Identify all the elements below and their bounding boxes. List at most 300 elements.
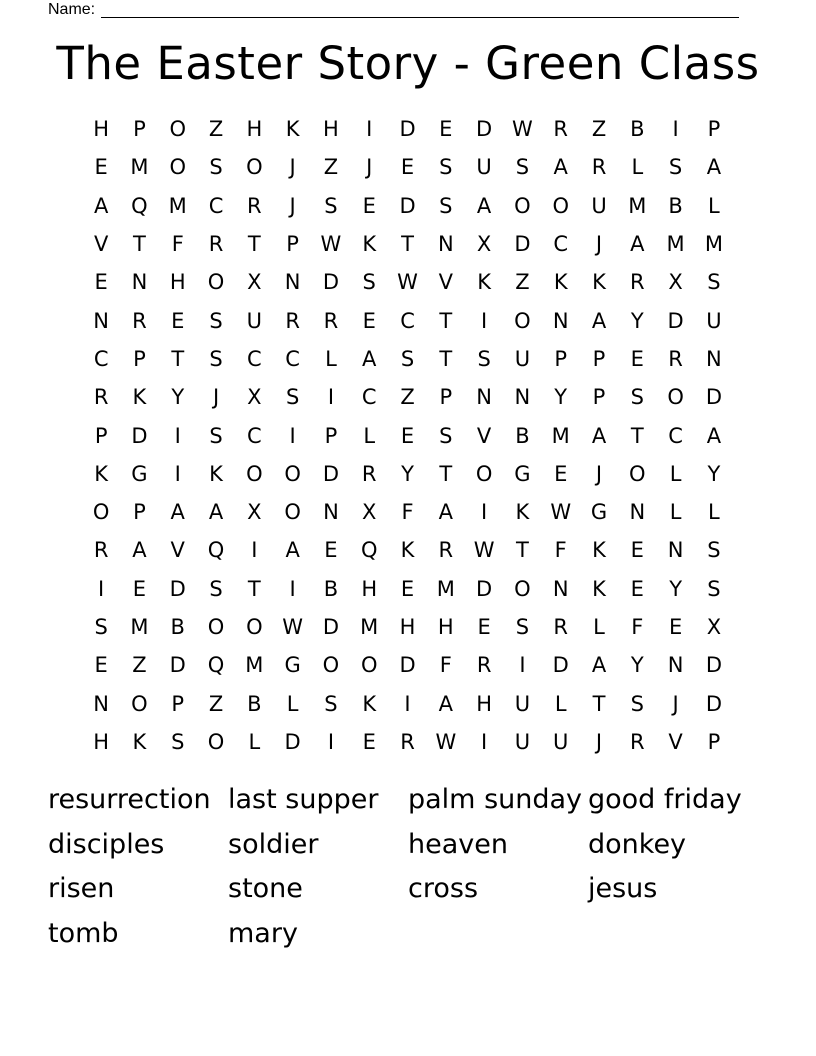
grid-letter: E — [132, 576, 147, 601]
grid-letter: R — [93, 385, 109, 410]
grid-letter: A — [476, 193, 492, 218]
grid-letter: B — [630, 117, 645, 142]
grid-letter: K — [400, 538, 415, 563]
grid-letter: J — [595, 461, 603, 486]
word-list-item: disciples — [48, 828, 165, 860]
grid-letter: H — [93, 729, 110, 754]
grid-letter: D — [705, 691, 722, 716]
grid-letter: N — [552, 308, 569, 333]
grid-letter: I — [174, 461, 181, 486]
grid-letter: K — [132, 729, 147, 754]
grid-letter: C — [247, 423, 262, 448]
grid-letter: Y — [401, 461, 414, 486]
grid-letter: D — [169, 576, 186, 601]
grid-letter: M — [130, 615, 149, 639]
grid-letter: G — [131, 461, 148, 486]
grid-letter: U — [553, 729, 569, 754]
grid-letter: O — [92, 500, 110, 525]
grid-letter: O — [284, 461, 301, 486]
grid-letter: R — [591, 155, 607, 180]
grid-row — [82, 378, 734, 416]
grid-letter: N — [629, 500, 646, 525]
grid-letter: K — [362, 232, 377, 257]
grid-letter: O — [284, 500, 301, 525]
grid-letter: E — [477, 615, 491, 639]
grid-letter: R — [630, 270, 645, 295]
grid-letter: A — [591, 653, 607, 678]
grid-letter: X — [668, 270, 683, 295]
grid-letter: P — [554, 346, 568, 371]
grid-letter: Z — [515, 270, 530, 295]
grid-letter: P — [133, 500, 146, 525]
grid-letter: F — [554, 538, 567, 563]
grid-letter: N — [131, 270, 148, 295]
grid-letter: P — [324, 423, 338, 448]
grid-row — [82, 148, 734, 186]
grid-letter: I — [327, 385, 335, 410]
grid-letter: T — [630, 423, 644, 448]
grid-letter: T — [171, 346, 185, 371]
grid-letter: I — [481, 729, 488, 754]
grid-letter: S — [439, 155, 453, 180]
grid-letter: S — [171, 729, 185, 754]
grid-letter: A — [591, 308, 607, 333]
word-list-item: soldier — [228, 828, 319, 860]
grid-letter: R — [630, 729, 645, 754]
grid-letter: B — [170, 615, 185, 639]
grid-letter: M — [628, 193, 647, 218]
grid-letter: B — [323, 576, 339, 601]
grid-letter: M — [130, 155, 149, 180]
grid-letter: P — [707, 117, 721, 142]
grid-letter: M — [360, 615, 379, 639]
word-list-item: good friday — [588, 784, 742, 815]
grid-letter: T — [133, 232, 146, 257]
grid-row — [82, 493, 734, 531]
grid-letter: K — [477, 270, 491, 295]
grid-letter: F — [631, 615, 644, 639]
grid-letter: W — [397, 270, 418, 295]
grid-letter: E — [324, 538, 338, 563]
name-field — [48, 0, 739, 18]
grid-letter: T — [516, 538, 529, 563]
grid-letter: N — [93, 691, 109, 716]
grid-letter: U — [246, 308, 263, 333]
grid-letter: G — [590, 500, 608, 525]
grid-letter: E — [630, 576, 644, 601]
grid-letter: H — [246, 117, 263, 142]
grid-row — [82, 301, 734, 339]
grid-letter: M — [704, 232, 723, 257]
grid-letter: Z — [323, 155, 339, 180]
word-list — [48, 778, 768, 956]
grid-letter: S — [324, 193, 338, 218]
grid-letter: L — [554, 691, 567, 716]
grid-letter: C — [208, 193, 224, 218]
grid-letter: E — [362, 729, 376, 754]
grid-letter: O — [514, 193, 531, 218]
grid-letter: K — [553, 270, 568, 295]
grid-letter: Q — [207, 653, 225, 678]
grid-letter: O — [169, 155, 186, 180]
grid-letter: H — [361, 576, 378, 601]
grid-letter: A — [438, 691, 453, 716]
grid-letter: A — [285, 538, 300, 563]
grid-letter: E — [630, 538, 644, 563]
grid-letter: H — [93, 117, 110, 142]
grid-row — [82, 570, 734, 608]
grid-letter: O — [246, 461, 263, 486]
grid-letter: G — [514, 461, 531, 486]
grid-letter: T — [401, 232, 414, 257]
grid-letter: R — [132, 308, 147, 333]
word-list-item: tomb — [48, 917, 119, 949]
grid-letter: S — [400, 346, 415, 371]
grid-letter: Z — [591, 117, 607, 142]
grid-letter: B — [668, 193, 683, 218]
grid-letter: E — [668, 615, 683, 639]
grid-letter: I — [672, 117, 679, 142]
grid-letter: T — [247, 232, 261, 257]
grid-letter: Y — [630, 308, 644, 333]
grid-letter: Z — [208, 691, 224, 716]
grid-letter: R — [438, 538, 454, 563]
grid-letter: P — [707, 729, 721, 754]
grid-letter: L — [593, 615, 605, 639]
grid-letter: O — [207, 729, 225, 754]
grid-letter: D — [322, 270, 340, 295]
grid-letter: I — [174, 423, 181, 448]
grid-letter: U — [514, 729, 531, 754]
grid-letter: V — [438, 270, 453, 295]
grid-letter: L — [708, 193, 720, 218]
grid-letter: T — [439, 461, 453, 486]
grid-letter: T — [439, 346, 453, 371]
grid-letter: S — [630, 385, 644, 410]
grid-letter: L — [286, 691, 299, 716]
grid-row — [82, 531, 734, 569]
grid-letter: J — [366, 155, 373, 180]
grid-letter: S — [209, 155, 223, 180]
grid-letter: F — [171, 232, 184, 257]
grid-letter: R — [93, 538, 109, 563]
grid-letter: T — [439, 308, 453, 333]
grid-letter: Q — [360, 538, 378, 563]
word-list-item: cross — [408, 873, 479, 904]
grid-letter: H — [437, 615, 454, 639]
word-list-item: resurrection — [48, 784, 211, 815]
grid-letter: O — [552, 193, 569, 218]
grid-letter: N — [437, 232, 454, 257]
grid-letter: D — [667, 308, 684, 333]
grid-letter: K — [592, 538, 606, 563]
grid-letter: U — [591, 193, 607, 218]
grid-letter: O — [360, 653, 378, 678]
grid-letter: E — [362, 308, 376, 333]
grid-letter: P — [592, 385, 606, 410]
grid-letter: R — [400, 729, 415, 754]
grid-letter: A — [706, 423, 722, 448]
grid-letter: C — [285, 346, 300, 371]
grid-letter: C — [361, 385, 377, 410]
grid-letter: A — [553, 155, 568, 180]
grid-letter: R — [208, 232, 224, 257]
grid-letter: P — [133, 117, 146, 142]
grid-letter: I — [98, 576, 105, 601]
grid-letter: R — [476, 653, 492, 678]
word-list-item: donkey — [588, 828, 687, 860]
grid-letter: N — [323, 500, 339, 525]
grid-letter: B — [247, 691, 262, 716]
grid-letter: O — [322, 653, 340, 678]
grid-letter: K — [515, 500, 530, 525]
grid-letter: Z — [400, 385, 415, 410]
grid-letter: L — [631, 155, 644, 180]
grid-letter: X — [247, 385, 262, 410]
grid-letter: P — [439, 385, 453, 410]
grid-row — [82, 416, 734, 454]
grid-letter: P — [592, 346, 606, 371]
word-list-item: last supper — [228, 784, 379, 815]
grid-letter: D — [514, 232, 531, 257]
grid-letter: N — [93, 308, 109, 333]
grid-letter: D — [705, 385, 722, 410]
page-title: The Easter Story - Green Class — [56, 37, 760, 90]
grid-letter: S — [94, 615, 108, 639]
grid-letter: C — [400, 308, 415, 333]
grid-row — [82, 187, 734, 225]
grid-letter: P — [171, 691, 185, 716]
grid-letter: Q — [131, 193, 148, 218]
grid-letter: J — [595, 232, 603, 257]
grid-letter: S — [209, 576, 223, 601]
grid-letter: N — [476, 385, 492, 410]
grid-letter: K — [592, 576, 606, 601]
grid-letter: I — [481, 308, 488, 333]
grid-letter: U — [514, 691, 531, 716]
grid-letter: S — [439, 193, 453, 218]
grid-letter: X — [706, 615, 722, 639]
grid-letter: M — [436, 576, 455, 601]
grid-letter: V — [93, 232, 109, 257]
grid-letter: D — [552, 653, 569, 678]
grid-letter: I — [481, 500, 488, 525]
grid-letter: A — [93, 193, 109, 218]
word-list-item: palm sunday — [408, 784, 583, 815]
grid-letter: O — [246, 155, 263, 180]
grid-letter: Y — [171, 385, 185, 410]
grid-letter: G — [284, 653, 301, 678]
grid-letter: X — [362, 500, 377, 525]
grid-letter: D — [131, 423, 148, 448]
grid-letter: U — [706, 308, 722, 333]
grid-letter: K — [285, 117, 300, 142]
grid-letter: Y — [630, 653, 644, 678]
grid-letter: O — [514, 576, 531, 601]
grid-letter: S — [477, 346, 491, 371]
grid-letter: O — [475, 461, 493, 486]
grid-letter: O — [629, 461, 646, 486]
grid-letter: A — [208, 500, 224, 525]
grid-letter: O — [514, 308, 531, 333]
grid-letter: E — [94, 270, 108, 295]
grid-letter: T — [592, 691, 606, 716]
grid-letter: O — [131, 691, 148, 716]
word-list-item: mary — [228, 917, 298, 949]
grid-letter: E — [400, 155, 415, 180]
grid-letter: Z — [132, 653, 147, 678]
grid-letter: S — [515, 155, 530, 180]
grid-row — [82, 225, 734, 263]
grid-letter: K — [362, 691, 377, 716]
grid-letter: N — [667, 653, 684, 678]
grid-letter: E — [630, 346, 644, 371]
grid-letter: D — [399, 653, 416, 678]
grid-letter: H — [476, 691, 493, 716]
grid-letter: W — [512, 117, 533, 142]
grid-letter: T — [247, 576, 261, 601]
grid-row — [82, 646, 734, 684]
grid-letter: O — [207, 270, 225, 295]
grid-letter: Z — [208, 117, 224, 142]
grid-letter: B — [515, 423, 530, 448]
grid-letter: D — [322, 461, 340, 486]
letter-grid — [82, 110, 734, 761]
grid-letter: C — [553, 232, 569, 257]
grid-letter: C — [247, 346, 262, 371]
grid-letter: I — [366, 117, 373, 142]
grid-letter: R — [668, 346, 683, 371]
name-underline — [101, 3, 739, 18]
grid-letter: E — [94, 653, 108, 678]
grid-letter: P — [133, 346, 146, 371]
grid-letter: J — [289, 155, 296, 180]
name-label: Name: — [48, 1, 96, 18]
grid-letter: W — [473, 538, 495, 563]
grid-letter: V — [668, 729, 683, 754]
grid-letter: R — [553, 117, 568, 142]
grid-letter: D — [284, 729, 301, 754]
grid-letter: O — [169, 117, 186, 142]
grid-letter: Y — [554, 385, 568, 410]
grid-letter: N — [706, 346, 722, 371]
grid-letter: W — [550, 500, 572, 525]
grid-letter: D — [476, 117, 493, 142]
grid-letter: O — [667, 385, 684, 410]
grid-letter: F — [401, 500, 414, 525]
grid-letter: R — [553, 615, 568, 639]
grid-letter: R — [285, 308, 300, 333]
grid-letter: S — [285, 385, 300, 410]
grid-letter: P — [94, 423, 108, 448]
grid-letter: S — [707, 576, 721, 601]
grid-letter: S — [209, 423, 223, 448]
word-list-item: risen — [48, 873, 115, 904]
grid-letter: S — [209, 308, 223, 333]
grid-row — [82, 340, 734, 378]
grid-letter: D — [399, 117, 416, 142]
grid-letter: Q — [207, 538, 225, 563]
grid-letter: E — [362, 193, 376, 218]
grid-letter: A — [362, 346, 377, 371]
grid-letter: J — [595, 729, 603, 754]
grid-letter: C — [668, 423, 683, 448]
grid-letter: D — [399, 193, 416, 218]
grid-letter: S — [630, 691, 644, 716]
grid-letter: M — [168, 193, 187, 218]
grid-letter: U — [476, 155, 492, 180]
grid-letter: L — [708, 500, 720, 525]
grid-letter: H — [399, 615, 416, 639]
grid-letter: S — [707, 538, 721, 563]
grid-letter: U — [514, 346, 531, 371]
grid-letter: M — [245, 653, 264, 678]
grid-letter: H — [323, 117, 339, 142]
grid-letter: Y — [707, 461, 721, 486]
grid-letter: W — [320, 232, 342, 257]
grid-letter: R — [361, 461, 377, 486]
grid-letter: N — [514, 385, 531, 410]
grid-letter: I — [289, 576, 296, 601]
grid-letter: E — [171, 308, 185, 333]
word-list-item: jesus — [588, 873, 658, 904]
grid-letter: J — [212, 385, 220, 410]
grid-letter: K — [592, 270, 606, 295]
grid-letter: E — [439, 117, 453, 142]
grid-letter: A — [170, 500, 185, 525]
grid-row — [82, 110, 734, 148]
grid-letter: V — [476, 423, 492, 448]
grid-letter: A — [591, 423, 607, 448]
grid-letter: L — [363, 423, 376, 448]
grid-letter: S — [668, 155, 683, 180]
grid-letter: I — [327, 729, 335, 754]
grid-letter: P — [286, 232, 299, 257]
grid-letter: X — [247, 270, 262, 295]
grid-row — [82, 455, 734, 493]
grid-letter: E — [400, 576, 415, 601]
grid-letter: J — [672, 691, 679, 716]
grid-letter: D — [169, 653, 186, 678]
grid-letter: J — [289, 193, 296, 218]
grid-letter: X — [247, 500, 262, 525]
grid-letter: A — [630, 232, 645, 257]
grid-letter: N — [667, 538, 684, 563]
grid-letter: E — [94, 155, 108, 180]
grid-letter: S — [209, 346, 223, 371]
grid-letter: N — [284, 270, 301, 295]
grid-letter: I — [404, 691, 411, 716]
grid-letter: L — [669, 500, 682, 525]
word-list-item: stone — [228, 873, 303, 904]
grid-letter: D — [476, 576, 493, 601]
grid-letter: L — [248, 729, 261, 754]
grid-letter: S — [362, 270, 376, 295]
grid-letter: I — [251, 538, 258, 563]
grid-letter: S — [707, 270, 721, 295]
grid-letter: L — [669, 461, 682, 486]
grid-letter: A — [438, 500, 453, 525]
grid-letter: E — [554, 461, 568, 486]
grid-letter: D — [322, 615, 340, 639]
grid-letter: E — [400, 423, 415, 448]
grid-row — [82, 608, 734, 646]
grid-letter: D — [705, 653, 722, 678]
grid-letter: R — [323, 308, 339, 333]
grid-letter: S — [439, 423, 453, 448]
grid-letter: R — [247, 193, 262, 218]
grid-letter: H — [169, 270, 186, 295]
